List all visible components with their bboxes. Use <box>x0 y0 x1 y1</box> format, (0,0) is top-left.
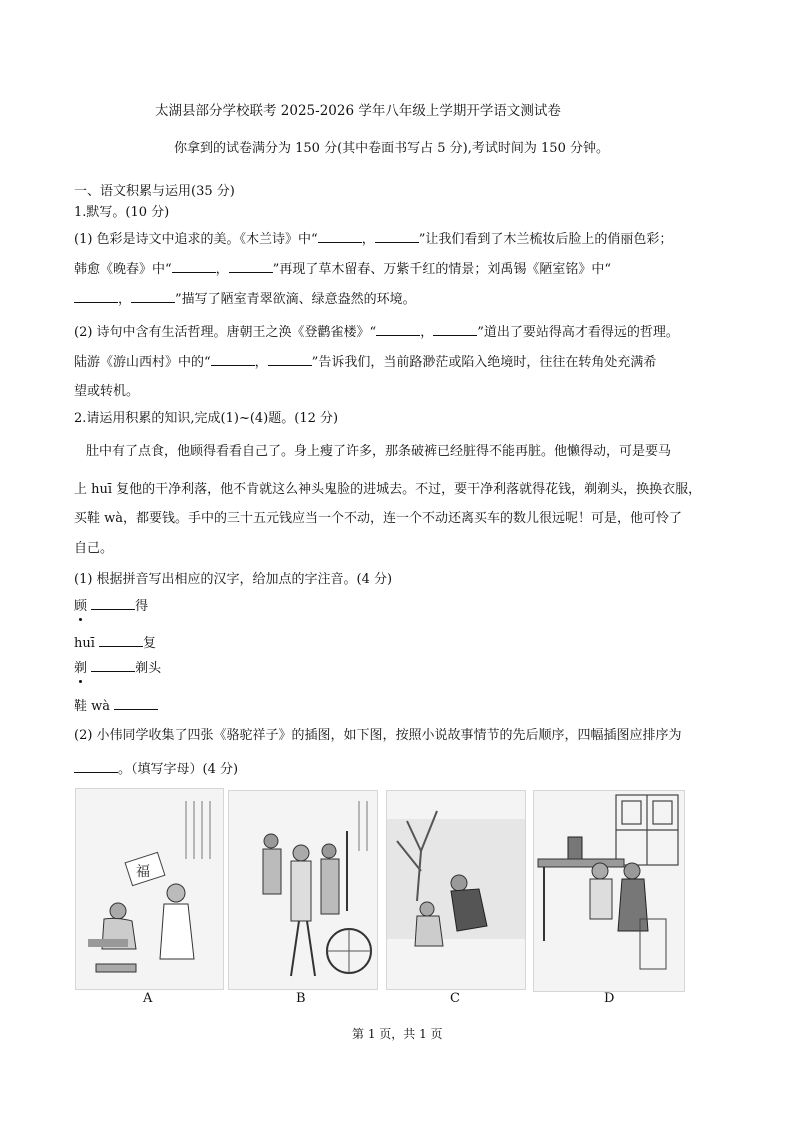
sub-question-2-line-2 <box>74 760 238 779</box>
answer-blank[interactable] <box>99 634 143 647</box>
illustration-d-label: D <box>604 991 615 1006</box>
answer-blank[interactable] <box>74 760 118 773</box>
pinyin-item-2 <box>74 634 156 653</box>
answer-blank[interactable] <box>229 260 273 273</box>
illustration-b-drawing <box>229 791 377 989</box>
item-suffix: 剃头 <box>135 661 162 676</box>
q1-paragraph-2-line-3: 望或转机。 <box>74 384 140 399</box>
illustration-a-label: A <box>143 991 153 1006</box>
exam-instructions: 你拿到的试卷满分为 150 分(其中卷面书写占 5 分),考试时间为 150 分钟。 <box>174 141 609 156</box>
illustration-b <box>228 790 378 990</box>
answer-blank[interactable] <box>318 230 362 243</box>
sub-question-1: (1) 根据拼音写出相应的汉字，给加点的字注音。(4 分) <box>74 572 393 587</box>
sub-question-2-line-1: (2) 小伟同学收集了四张《骆驼祥子》的插图，如下图，按照小说故事情节的先后顺序，四幅插图应排序为 <box>74 728 682 743</box>
q1-paragraph-2-line-2 <box>74 353 656 372</box>
illustration-d-drawing <box>534 791 684 991</box>
svg-text:福: 福 <box>136 864 150 880</box>
q1-paragraph-1-line-1 <box>74 230 672 249</box>
pinyin-text: 鞋 wà <box>74 699 111 714</box>
answer-blank[interactable] <box>211 353 255 366</box>
q1-text: (1) 色彩是诗文中追求的美。《木兰诗》中“ <box>74 232 318 247</box>
answer-blank[interactable] <box>433 323 477 336</box>
answer-blank[interactable] <box>375 230 419 243</box>
illustration-b-label: B <box>296 991 306 1006</box>
passage-line-2: 上 huī 复他的干净利落，他不肯就这么神头鬼脸的进城去。不过，要干净利落就得花钱，剃剃头，换换衣服， <box>74 482 702 497</box>
answer-blank[interactable] <box>91 659 135 672</box>
q1-text: ”再现了草木留春、万紫千红的情景；刘禹锡《陋室铭》中“ <box>272 262 611 277</box>
pinyin-text: huī <box>74 636 95 651</box>
q1-text: ”让我们看到了木兰梳妆后脸上的俏丽色彩； <box>418 232 673 247</box>
illustration-a <box>75 788 224 990</box>
illustration-d <box>533 790 685 992</box>
item-suffix: 复 <box>143 636 157 651</box>
pinyin-item-1 <box>74 597 148 616</box>
illustration-c <box>386 790 526 990</box>
answer-blank[interactable] <box>268 353 312 366</box>
q1-text: ， <box>361 232 375 247</box>
answer-blank[interactable] <box>131 290 175 303</box>
q1-text: 陆游《游山西村》中的“ <box>74 355 211 370</box>
item-suffix: 得 <box>135 599 149 614</box>
answer-blank[interactable] <box>114 697 158 710</box>
q1-text: ”描写了陋室青翠欲滴、绿意盎然的环境。 <box>175 292 416 307</box>
answer-blank[interactable] <box>74 290 118 303</box>
dotted-character: 剃 <box>74 661 88 676</box>
q1-text: 韩愈《晚春》中“ <box>74 262 172 277</box>
q1-text: ， <box>118 292 132 307</box>
q1-paragraph-1-line-3 <box>74 290 416 309</box>
page-footer: 第 1 页，共 1 页 <box>352 1027 443 1041</box>
passage-line-3: 买鞋 wà，都要钱。手中的三十五元钱应当一个不动，连一个不动还离买车的数儿很远呢！可是，他可怜了 <box>74 511 683 526</box>
passage-line-1: 肚中有了点食，他顾得看看自己了。身上瘦了许多，那条破裤已经脏得不能再脏。他懒得动，可是要马 <box>86 444 672 459</box>
exam-title: 太湖县部分学校联考 2025-2026 学年八年级上学期开学语文测试卷 <box>155 103 561 119</box>
passage-line-4: 自己。 <box>74 541 114 556</box>
answer-blank[interactable] <box>172 260 216 273</box>
dotted-character: 顾 <box>74 599 88 614</box>
q1-text: (2) 诗句中含有生活哲理。唐朝王之涣《登鹳雀楼》“ <box>74 325 377 340</box>
section-heading: 一、语文积累与运用(35 分) <box>74 184 235 199</box>
q2-text: 。（填写字母）(4 分) <box>118 762 239 777</box>
illustration-c-label: C <box>450 991 460 1006</box>
q1-text: ， <box>420 325 434 340</box>
q1-paragraph-2-line-1 <box>74 323 679 342</box>
q1-text: ， <box>215 262 229 277</box>
illustration-c-drawing <box>387 791 525 989</box>
question-1-heading: 1.默写。(10 分) <box>74 205 170 220</box>
pinyin-item-3 <box>74 659 161 678</box>
illustration-a-drawing <box>76 789 223 989</box>
q1-text: ”道出了要站得高才看得远的哲理。 <box>477 325 679 340</box>
answer-blank[interactable] <box>376 323 420 336</box>
q1-paragraph-1-line-2 <box>74 260 611 279</box>
pinyin-item-4 <box>74 697 158 716</box>
q1-text: ， <box>254 355 268 370</box>
q1-text: ”告诉我们，当前路渺茫或陷入绝境时，往往在转角处充满希 <box>311 355 657 370</box>
question-2-heading: 2.请运用积累的知识,完成(1)~(4)题。(12 分) <box>74 411 339 426</box>
answer-blank[interactable] <box>91 597 135 610</box>
